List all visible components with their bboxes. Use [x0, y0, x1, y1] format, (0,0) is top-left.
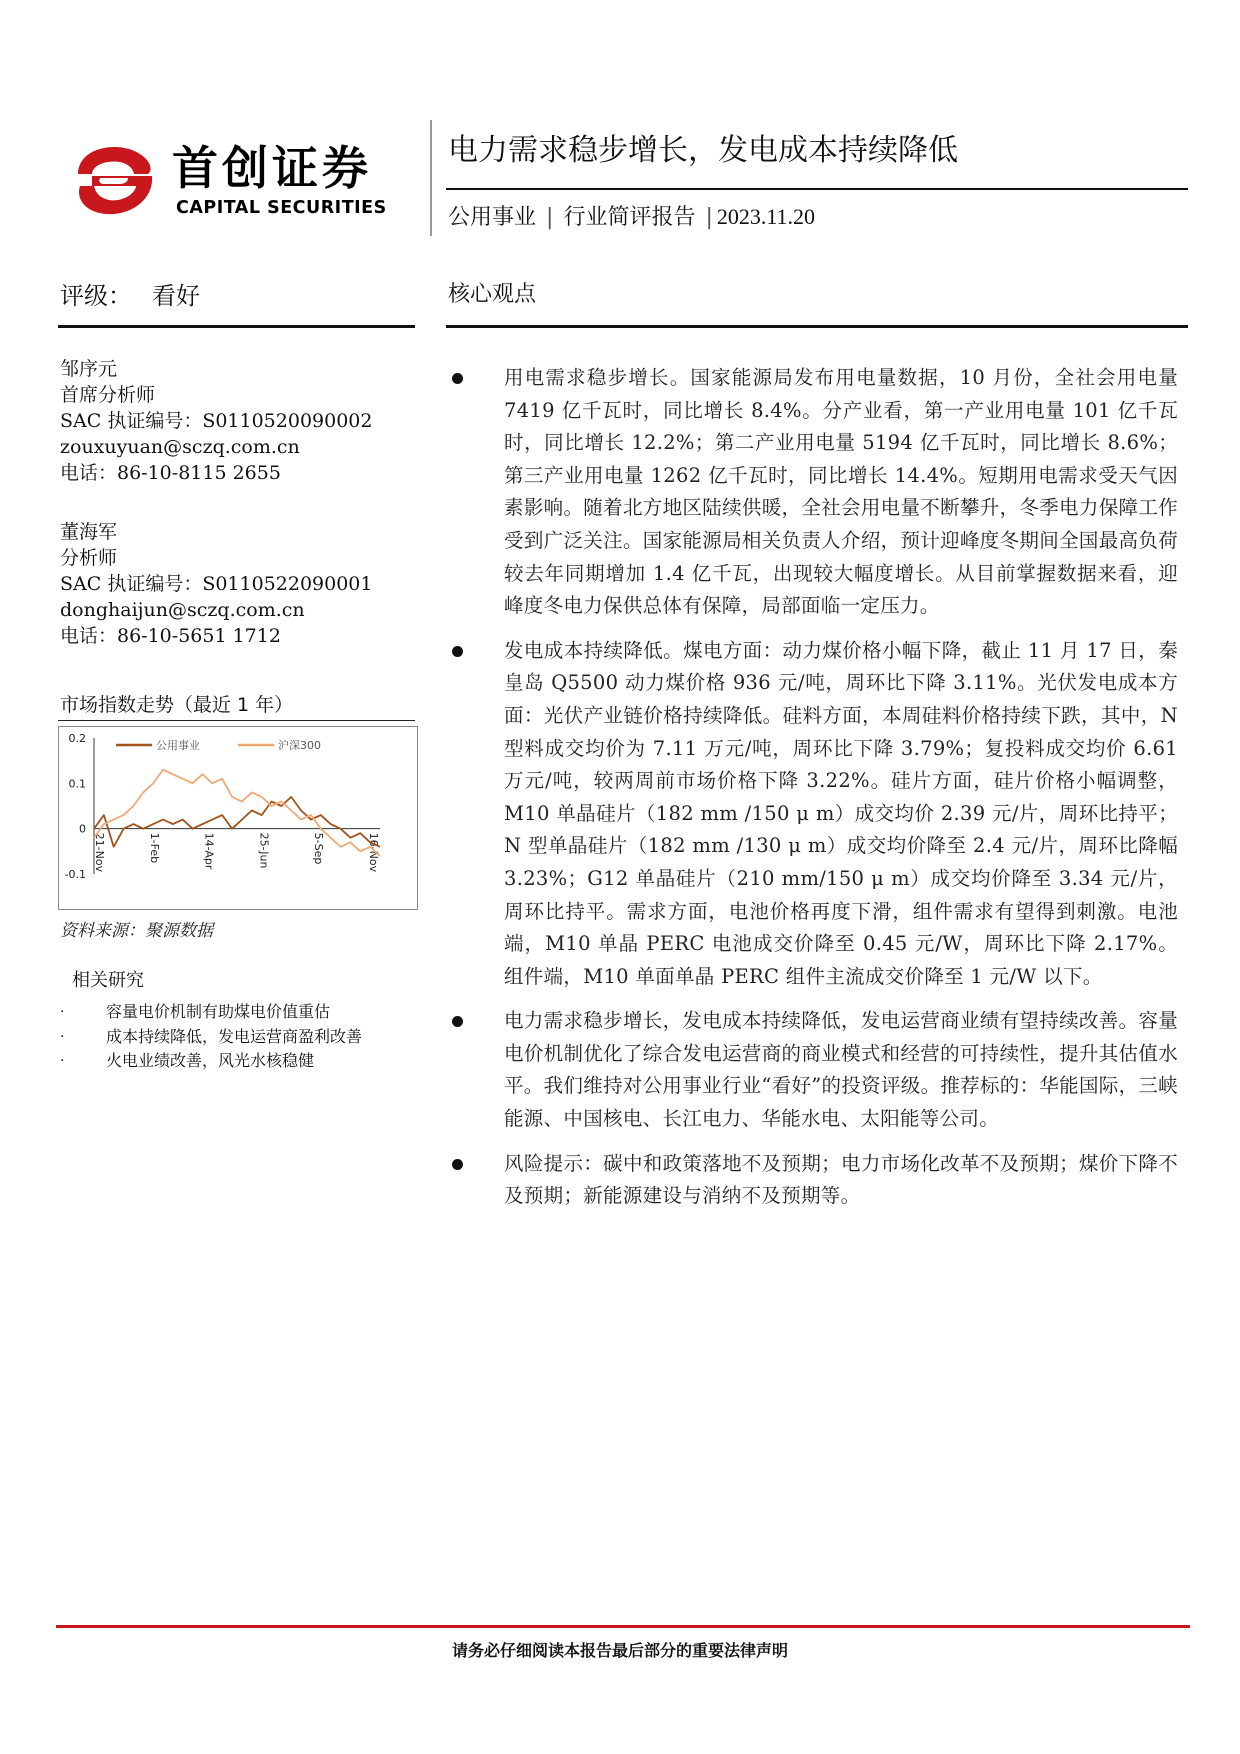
x-tick-label: 5-Sep	[312, 832, 326, 865]
analyst-phone: 电话：86-10-8115 2655	[60, 462, 281, 484]
related-research-heading: 相关研究	[72, 970, 144, 991]
header-divider	[430, 120, 432, 236]
chart-frame	[59, 727, 418, 910]
x-tick-label: 14-Apr	[202, 832, 216, 870]
core-view-text: 风险提示：碳中和政策落地不及预期；电力市场化改革不及预期；煤价下降不及预期；新能源建设与消纳不及预期等。	[504, 1151, 1178, 1208]
bullet-dot-icon	[452, 1159, 463, 1170]
analyst-email: zouxuyuan@sczq.com.cn	[60, 436, 300, 458]
related-research-item: · 容量电价机制有助煤电价值重估	[60, 1002, 331, 1021]
title-rule	[446, 188, 1188, 190]
core-view-text: 电力需求稳步增长，发电成本持续降低，发电运营商业绩有望持续改善。容量电价机制优化了综合发电运营商的商业模式和经营的可持续性，提升其估值水平。我们维持对公用事业行业“看好”的投资评级。推荐标的：华能国际，三峡能源、中国核电、长江电力、华能水电、太阳能等公司。	[504, 1009, 1178, 1131]
brand-name-cn: 首创证券	[172, 141, 372, 195]
footer-rule	[56, 1625, 1190, 1628]
report-title: 电力需求稳步增长，发电成本持续降低	[448, 133, 958, 168]
chart-source: 资料来源：聚源数据	[60, 921, 213, 941]
rating-value: 看好	[152, 282, 200, 310]
core-view-item	[452, 1148, 1178, 1213]
series-line	[94, 770, 380, 856]
report-meta: 公用事业 | 行业简评报告 | 2023.11.20	[448, 204, 816, 230]
bullet-dot-icon	[452, 1016, 463, 1027]
report-date: 2023.11.20	[716, 204, 816, 229]
legend-label: 沪深300	[278, 739, 321, 752]
x-tick-label: 21-Nov	[93, 832, 106, 873]
core-view-item	[452, 635, 1178, 994]
rating	[60, 280, 200, 312]
market-index-chart	[58, 726, 418, 910]
core-view-item	[452, 1005, 1178, 1135]
series-line	[94, 797, 380, 847]
x-tick-label: 1-Feb	[147, 832, 161, 864]
analyst-cert: SAC 执证编号：S0110522090001	[60, 573, 373, 595]
x-tick-label: 25-Jun	[257, 832, 271, 869]
core-view-item	[452, 362, 1178, 623]
y-tick-label: 0.1	[68, 777, 86, 791]
chart-heading-rule	[58, 720, 415, 721]
x-tick-label: 16-Nov	[367, 832, 380, 873]
analyst-email: donghaijun@sczq.com.cn	[60, 599, 305, 621]
analyst-name: 邹序元	[60, 358, 118, 380]
core-view-text: 发电成本持续降低。煤电方面：动力煤价格小幅下降，截止 11 月 17 日，秦皇岛 Q5500 动力煤价格 936 元/吨，周环比下降 3.11%。光伏发电成本方面：光伏产业链价格持续降低。硅料方面，本周硅料价格持续下跌，其中，N 型料成交均价为 7.11 万元/吨，周环比下降 3.79%；复投料成交均价 6.61 万元/吨，较两周前市场价格下降 3.22%。硅片方面，硅片价格小幅调整，M10 单晶硅片（182 mm /150 μ m）成交均价 2.39 元/片，周环比持平；N 型单晶硅片（182 mm /130 μ m）成交均价降至 2.4 元/片，周环比降幅 3.23%；G12 单晶硅片（210 mm/150 μ m）成交均价降至 3.34 元/片，周环比持平。需求方面，电池价格再度下滑，组件需求有望得到刺激。电池端，M10 单晶 PERC 电池成交价降至 0.45 元/W，周环比下降 2.17%。组件端，M10 单面单晶 PERC 组件主流成交价降至 1 元/W 以下。	[504, 638, 1178, 988]
brand-name-en: CAPITAL SECURITIES	[176, 198, 387, 218]
report-sector: 公用事业	[448, 205, 537, 230]
analyst-title: 首席分析师	[60, 384, 156, 406]
chart-heading: 市场指数走势（最近 1 年）	[60, 694, 294, 716]
analyst-title: 分析师	[60, 547, 118, 569]
related-research-list	[60, 1000, 420, 1074]
report-type: 行业简评报告	[563, 205, 696, 230]
rating-label: 评级：	[60, 282, 132, 310]
y-tick-label: -0.1	[64, 868, 86, 881]
bullet-dot-icon	[452, 646, 463, 657]
analyst-cert: SAC 执证编号：S0110520090002	[60, 410, 373, 432]
bullet-dot-icon	[452, 373, 463, 384]
related-research-item: · 成本持续降低，发电运营商盈利改善	[60, 1026, 363, 1046]
logo-mark-icon	[70, 140, 160, 220]
analyst-card	[60, 356, 420, 486]
legend-label: 公用事业	[156, 739, 200, 752]
analyst-card	[60, 519, 420, 649]
analyst-name: 董海军	[60, 521, 118, 543]
right-section-rule	[446, 325, 1188, 328]
left-section-rule	[58, 325, 415, 328]
core-views-list	[452, 362, 1178, 1225]
analyst-phone: 电话：86-10-5651 1712	[60, 625, 281, 647]
core-view-text: 用电需求稳步增长。国家能源局发布用电量数据，10 月份，全社会用电量 7419 亿千瓦时，同比增长 8.4%。分产业看，第一产业用电量 101 亿千瓦时，同比增长 12.2%；第二产业用电量 5194 亿千瓦时，同比增长 8.6%；第三产业用电量 1262 亿千瓦时，同比增长 14.4%。短期用电需求受天气因素影响。随着北方地区陆续供暖，全社会用电量不断攀升，冬季电力保障工作受到广泛关注。国家能源局相关负责人介绍，预计迎峰度冬期间全国最高负荷较去年同期增加 1.4 亿千瓦，出现较大幅度增长。从目前掌握数据来看，迎峰度冬电力保供总体有保障，局部面临一定压力。	[504, 366, 1178, 618]
y-tick-label: 0.2	[68, 732, 86, 745]
related-research-item: · 火电业绩改善，风光水核稳健	[60, 1051, 315, 1070]
y-tick-label: 0	[79, 822, 86, 836]
core-views-heading: 核心观点	[448, 282, 537, 307]
legal-notice: 请务必仔细阅读本报告最后部分的重要法律声明	[451, 1641, 788, 1660]
